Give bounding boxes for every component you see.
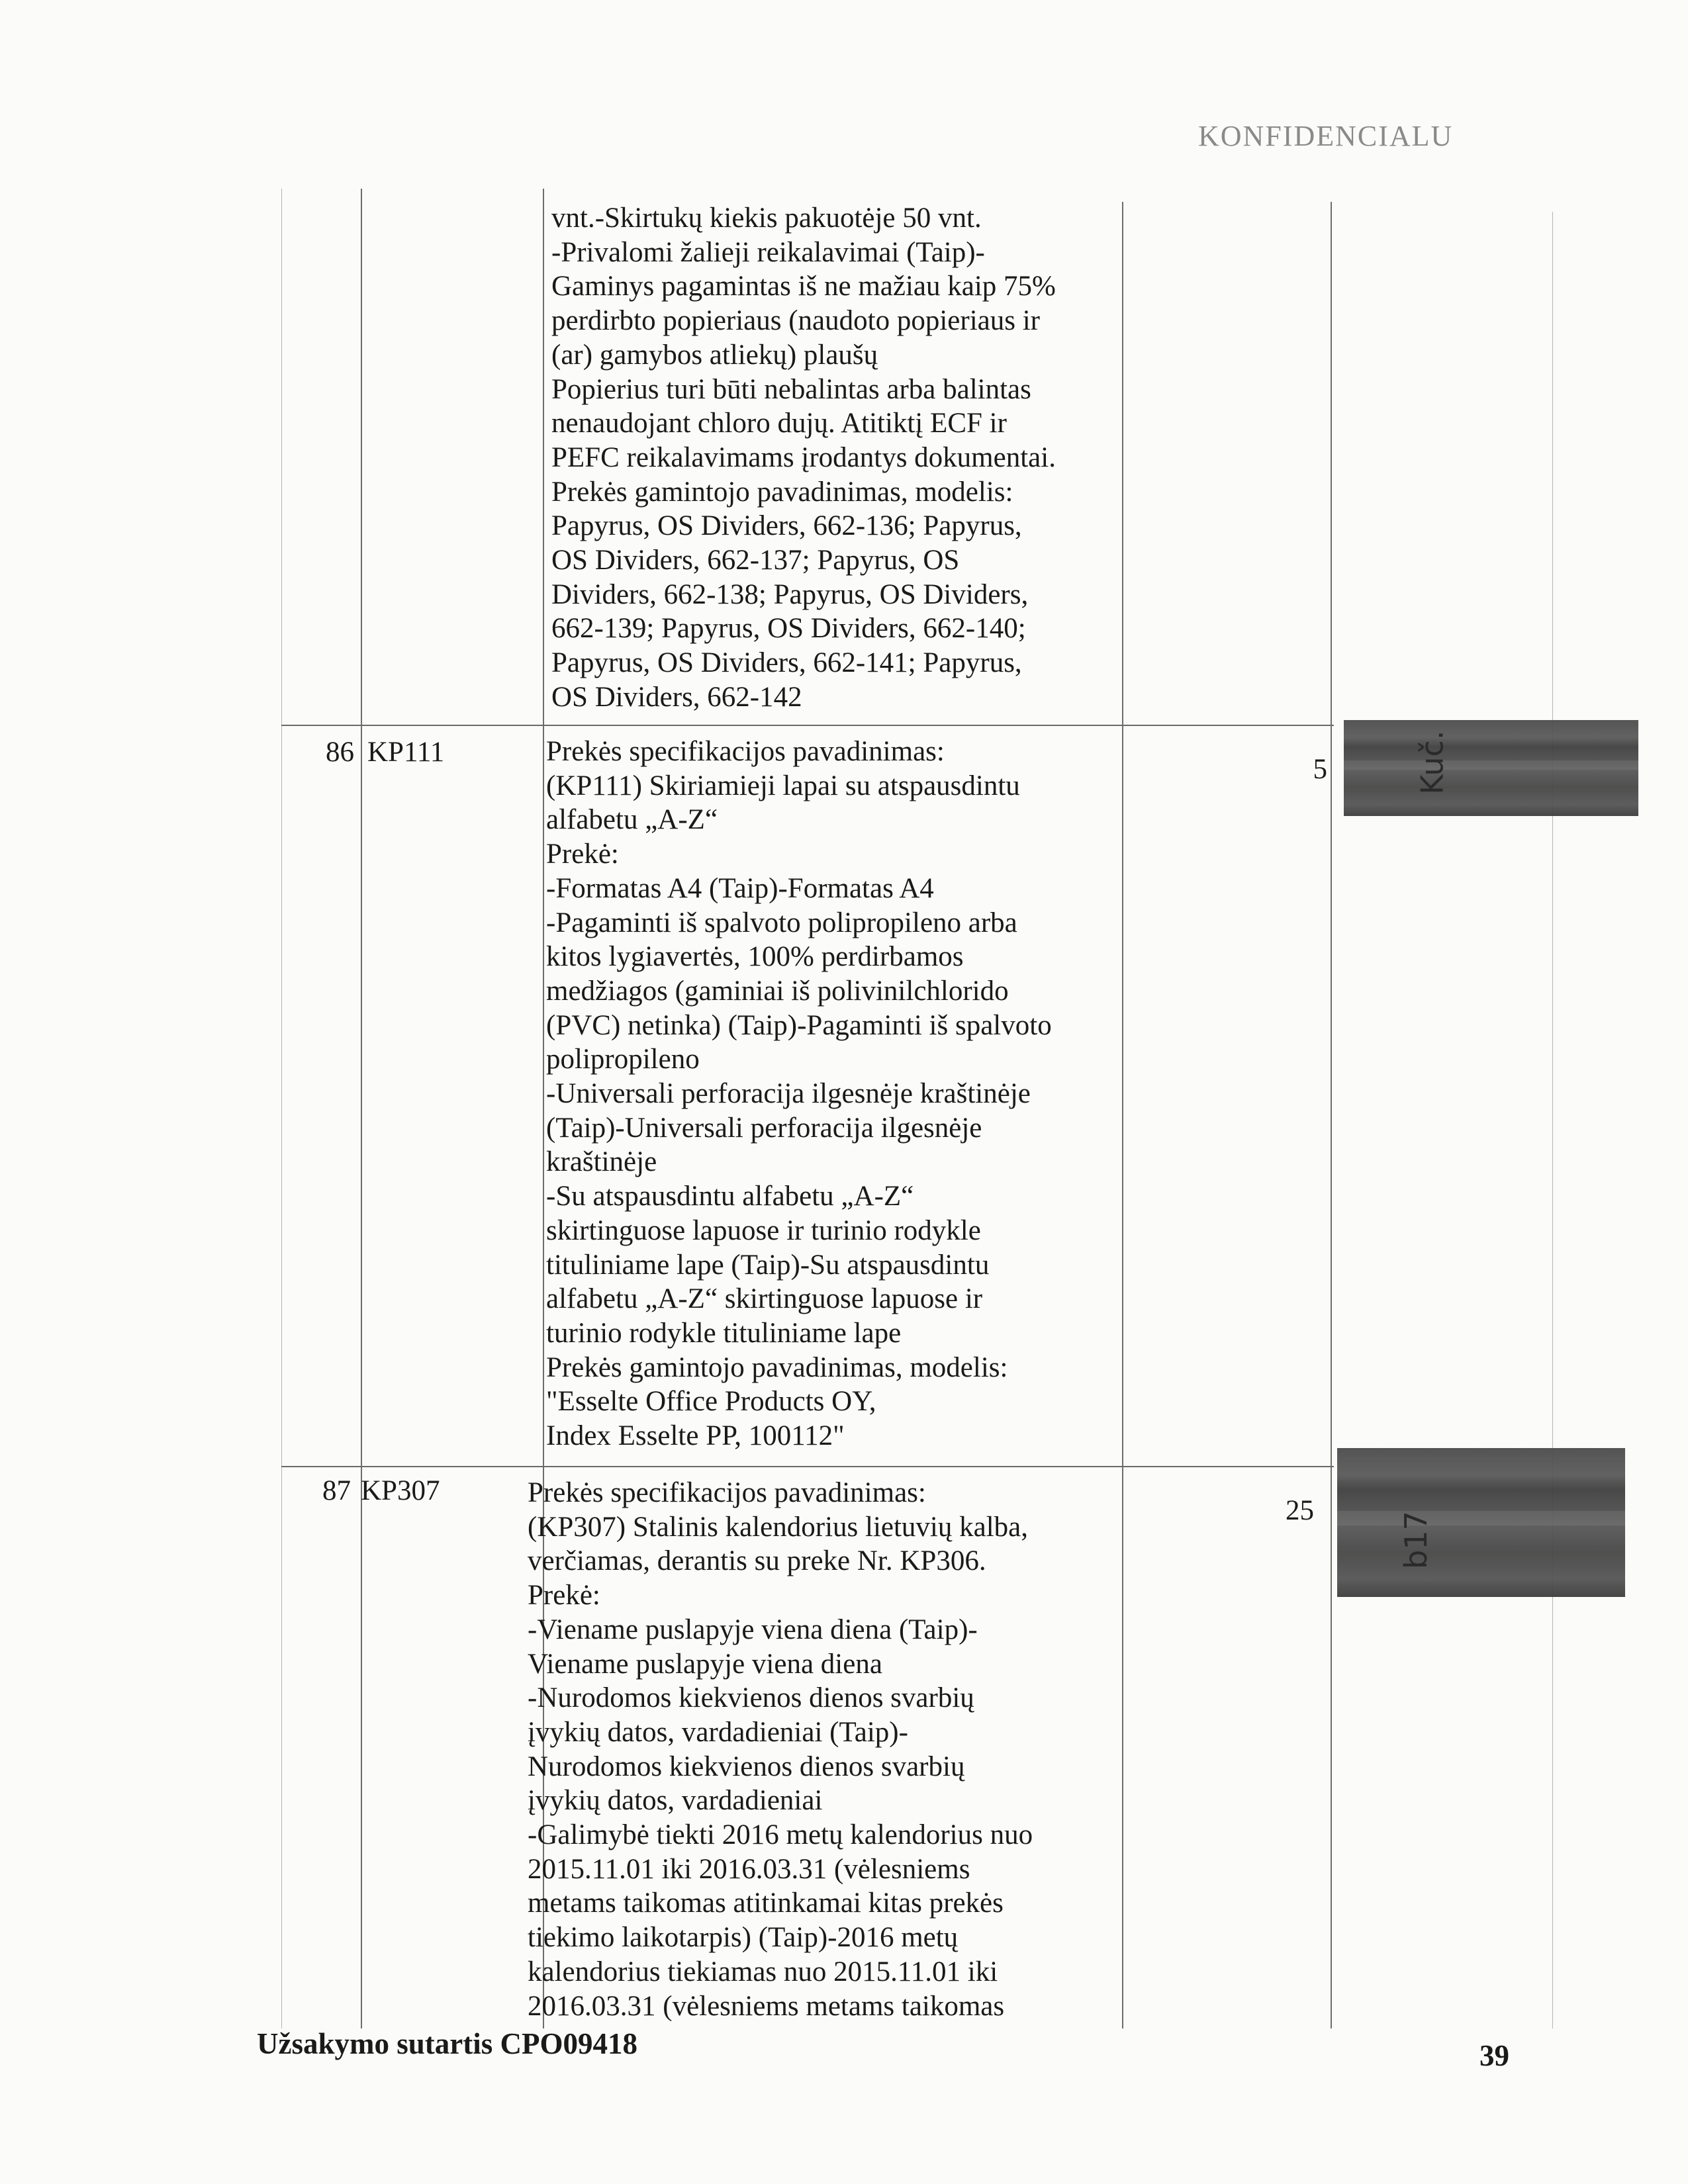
item-code: KP307 (361, 1475, 440, 1506)
column-rule-description (1122, 202, 1123, 2028)
item-number: 87 (322, 1475, 351, 1506)
table-right-border (1552, 212, 1553, 2028)
contract-reference: Užsakymo sutartis CPO09418 (257, 2027, 637, 2060)
column-rule-quantity (1331, 202, 1332, 2028)
handwritten-signature: Kuč. (1414, 730, 1450, 795)
item-description-continued: vnt.-Skirtukų kiekis pakuotėje 50 vnt. -Privalomi žalieji reikalavimai (Taip)- Gaminys pagamintas iš ne mažiau kaip 75% perdirbto popieriaus (naudoto popieriaus ir (ar) gamybos atliekų) plaušų Popierius turi būti nebalintas arba balintas nenaudojant chloro dujų. Atitiktį ECF ir PEFC reikalavimams įrodantys dokumentai. Prekės gamintojo pavadinimas, modelis: Papyrus, OS Dividers, 662-136; Papyrus, OS Dividers, 662-137; Papyrus, OS Dividers, 662-138; Papyrus, OS Dividers, 662-139; Papyrus, OS Dividers, 662-140; Papyrus, OS Dividers, 662-141; Papyrus, OS Dividers, 662-142 (551, 203, 1056, 713)
confidential-header: KONFIDENCIALU (1198, 120, 1454, 152)
item-number: 86 (326, 737, 354, 768)
page-number: 39 (1479, 2039, 1509, 2072)
item-quantity: 25 (1286, 1495, 1314, 1526)
row-separator (281, 725, 1334, 726)
row-separator (281, 1466, 1334, 1467)
handwritten-signature: b17 (1397, 1511, 1434, 1569)
item-description: Prekės specifikacijos pavadinimas: (KP307) Stalinis kalendorius lietuvių kalba, verčiamas, derantis su preke Nr. KP306. Prekė: -Viename puslapyje viena diena (Taip)- Viename puslapyje viena diena -Nurodomos kiekvienos dienos svarbių įvykių datos, vardadieniai (Taip)- Nurodomos kiekvienos dienos svarbių įvykių datos, vardadieniai -Galimybė tiekti 2016 metų kalendorius nuo 2015.11.01 iki 2016.03.31 (vėlesniems metams taikomas atitinkamai kitas prekės tiekimo laikotarpis) (Taip)-2016 metų kalendorius tiekiamas nuo 2015.11.01 iki 2016.03.31 (vėlesniems metams taikomas (528, 1477, 1033, 2022)
table-left-border (281, 189, 282, 2028)
column-rule-number (361, 189, 362, 2028)
item-quantity: 5 (1313, 754, 1327, 785)
stamp-mark (1344, 720, 1638, 816)
item-description: Prekės specifikacijos pavadinimas: (KP111) Skiriamieji lapai su atspausdintu alfabetu „A-Z“ Prekė: -Formatas A4 (Taip)-Formatas A4 -Pagaminti iš spalvoto polipropileno arba kitos lygiavertės, 100% perdirbamos medžiagos (gaminiai iš polivinilchlorido (PVC) netinka) (Taip)-Pagaminti iš spalvoto polipropileno -Universali perforacija ilgesnėje kraštinėje (Taip)-Universali perforacija ilgesnėje kraštinėje -Su atspausdintu alfabetu „A-Z“ skirtinguose lapuose ir turinio rodykle tituliniame lape (Taip)-Su atspausdintu alfabetu „A-Z“ skirtinguose lapuose ir turinio rodykle tituliniame lape Prekės gamintojo pavadinimas, modelis: "Esselte Office Products OY, Index Esselte PP, 100112" (546, 736, 1052, 1452)
item-code: KP111 (367, 737, 445, 768)
stamp-mark (1337, 1448, 1625, 1597)
